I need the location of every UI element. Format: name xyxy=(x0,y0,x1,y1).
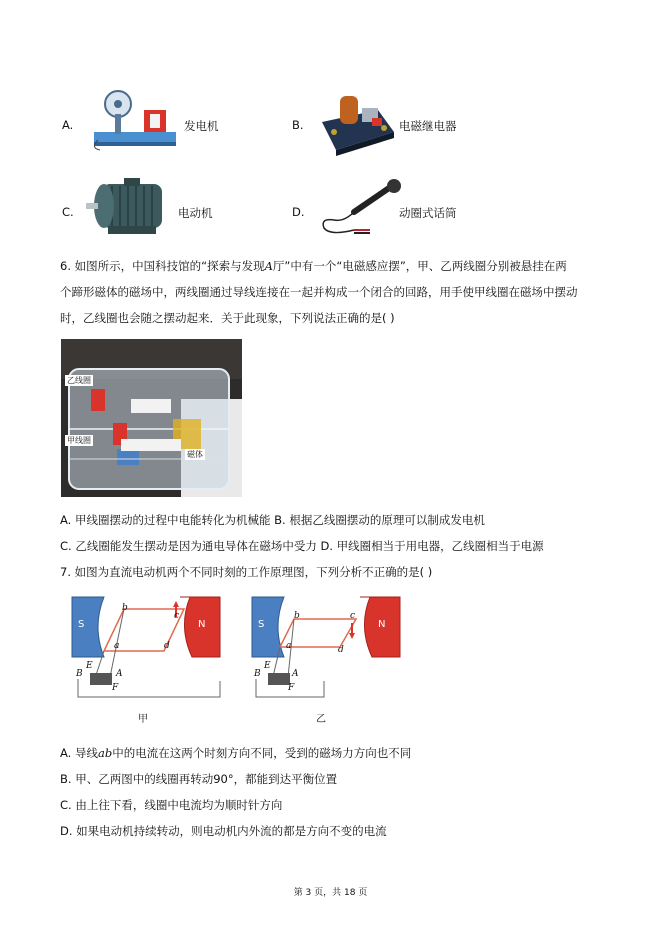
generator-device-icon xyxy=(88,88,180,154)
wire-ab-variable: ab xyxy=(97,746,113,760)
motor-diagram-jia xyxy=(64,589,228,707)
pendulum-photo-drawing xyxy=(61,339,242,497)
q6-stem-line-3: 时，乙线圈也会随之摆动起来．关于此现象，下列说法正确的是( ) xyxy=(60,311,395,325)
q5-option-a-label: 发电机 xyxy=(184,119,219,133)
q5-option-c-letter: C. xyxy=(62,205,74,219)
q6-options-row-2: C. 乙线圈能发生摆动是因为通电导体在磁场中受力 D. 甲线圈相当于用电器，乙线圈相当于电源 xyxy=(60,539,544,553)
q5-option-d-letter: D. xyxy=(292,205,305,219)
caption-yi: 乙 xyxy=(316,714,326,725)
pole-s-yi: S xyxy=(258,619,265,630)
q5-option-c-label: 电动机 xyxy=(178,206,213,220)
q7-option-b: B. 甲、乙两图中的线圈再转动90°，都能到达平衡位置 xyxy=(60,772,338,786)
q7-option-d: D. 如果电动机持续转动，则电动机内外流的都是方向不变的电流 xyxy=(60,824,387,838)
q7-stem: 7. 如图为直流电动机两个不同时刻的工作原理图，下列分析不正确的是( ) xyxy=(60,565,433,579)
caption-jia: 甲 xyxy=(138,714,148,725)
q7-diagram-jia: S N a b c d E F A B 甲 xyxy=(64,589,228,725)
microphone-icon xyxy=(314,178,402,240)
q5-option-b-letter: B. xyxy=(292,118,304,132)
pole-n-jia: N xyxy=(198,619,206,630)
pole-s-jia: S xyxy=(78,619,85,630)
q5-option-a-letter: A. xyxy=(62,118,74,132)
q5-option-b-label: 电磁继电器 xyxy=(399,119,457,133)
q6-options-row-1: A. 甲线圈摆动的过程中电能转化为机械能 B. 根据乙线圈摆动的原理可以制成发电机 xyxy=(60,513,485,527)
hall-letter: A xyxy=(264,259,273,273)
coil-yi-label: 乙线圈 xyxy=(67,376,91,385)
q6-stem-line-1: 6. 如图所示，中国科技馆的“探索与发现A厅”中有一个“电磁感应摆”，甲、乙两线圈分别被悬挂在两 xyxy=(60,259,567,273)
q6-photo-electromagnetic-pendulum xyxy=(61,339,242,497)
magnet-label: 磁体 xyxy=(187,450,203,459)
q5-option-d-label: 动圈式话筒 xyxy=(399,206,457,220)
electric-motor-icon xyxy=(84,176,172,242)
page-footer: 第 3 页，共 18 页 xyxy=(293,888,368,898)
q7-diagram-yi: S N a b c d E F A B 乙 xyxy=(244,589,408,725)
coil-jia-label: 甲线圈 xyxy=(67,436,91,445)
q7-option-c: C. 由上往下看，线圈中电流均为顺时针方向 xyxy=(60,798,283,812)
pole-n-yi: N xyxy=(378,619,386,630)
relay-device-icon xyxy=(318,88,398,158)
q7-option-a: A. 导线ab中的电流在这两个时刻方向不同，受到的磁场力方向也不同 xyxy=(60,746,412,760)
motor-diagram-yi xyxy=(244,589,408,707)
q6-stem-line-2: 个蹄形磁体的磁场中，两线圈通过导线连接在一起并构成一个闭合的回路，用手使甲线圈在磁场中摆动 xyxy=(60,285,578,299)
